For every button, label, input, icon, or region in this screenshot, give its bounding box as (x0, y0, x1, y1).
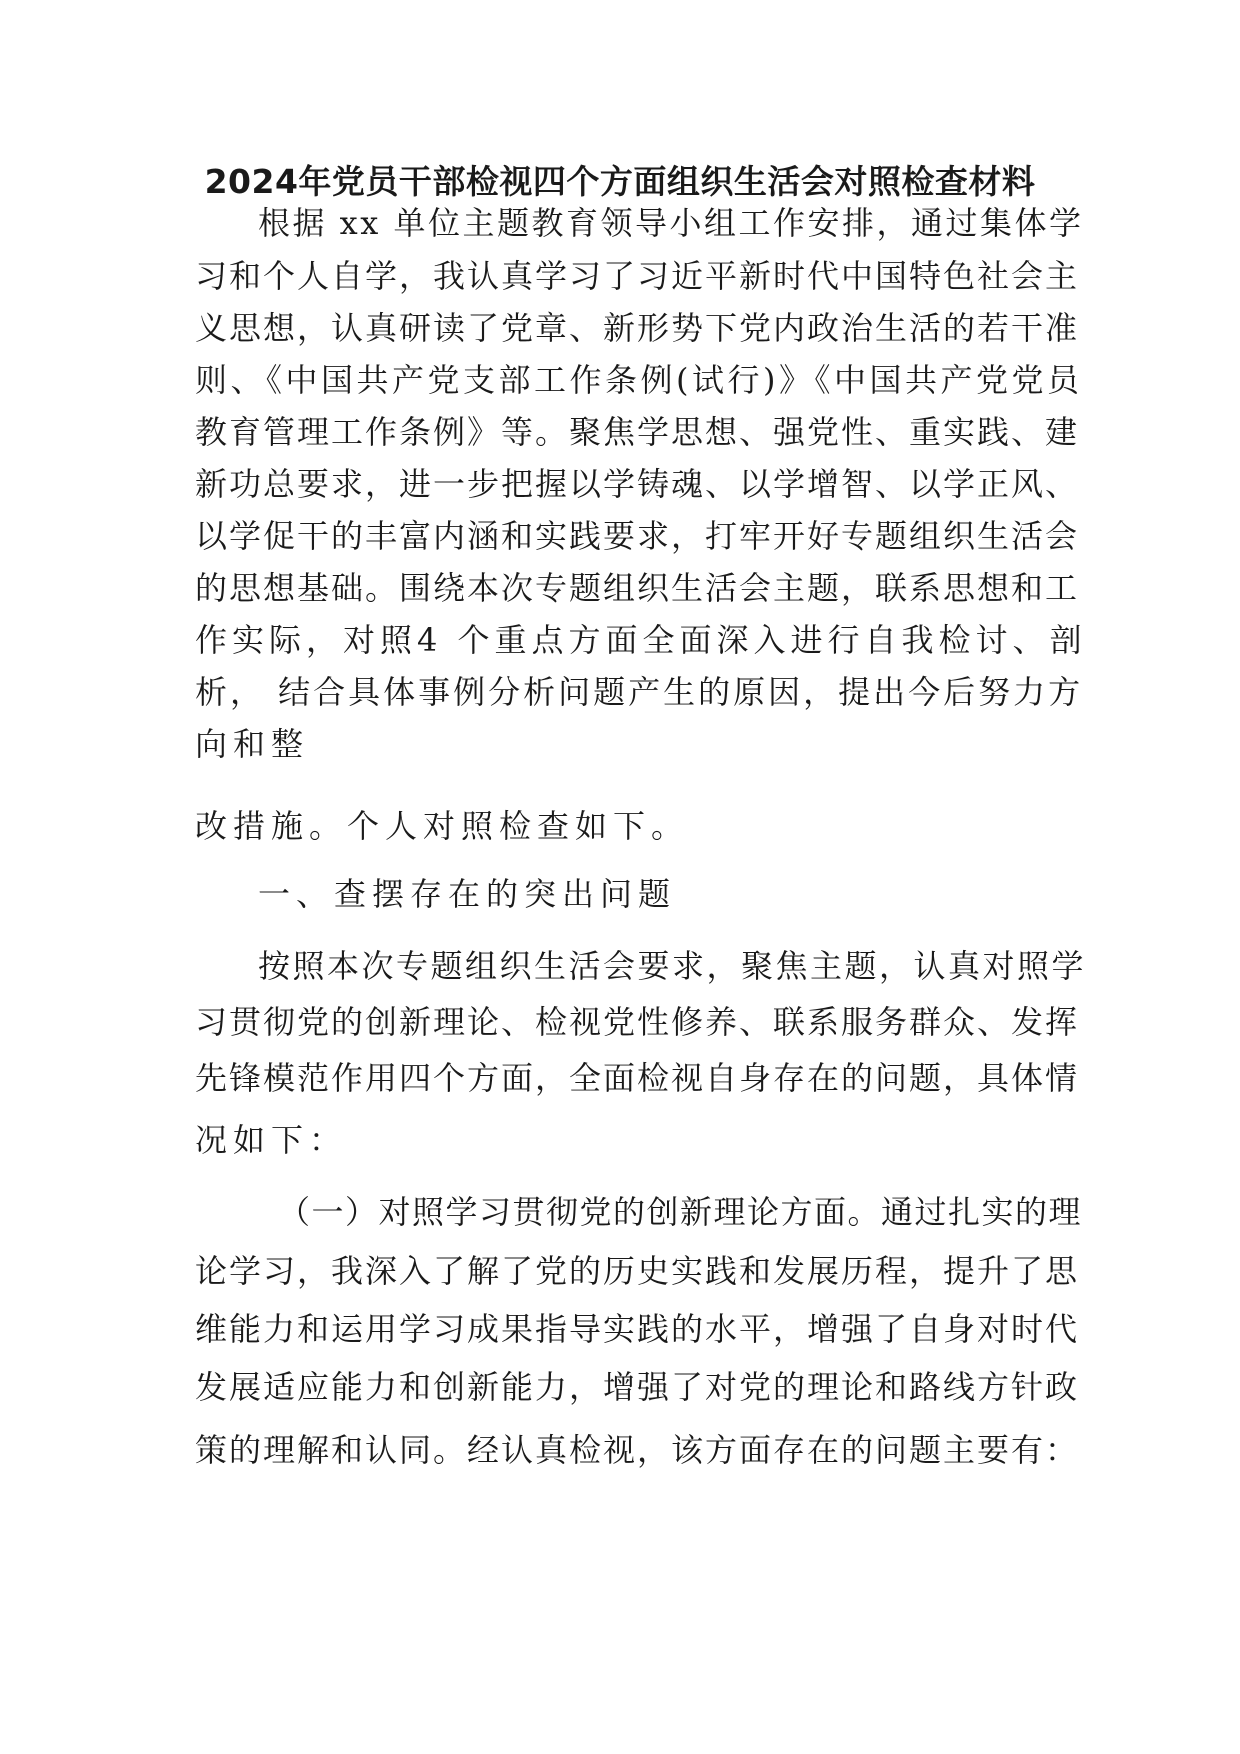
paragraph-2-line-1: 按照本次专题组织生活会要求，聚焦主题，认真对照学 (258, 947, 1087, 985)
paragraph-1-line-7: 以学促干的丰富内涵和实践要求，打牢开好专题组织生活会 (195, 517, 1080, 555)
paragraph-2-line-4: 况如下： (195, 1121, 348, 1159)
paragraph-1-line-1: 根据 xx 单位主题教育领导小组工作安排，通过集体学 (258, 204, 1084, 242)
paragraph-1-line-10: 析， 结合具体事例分析问题产生的原因，提出今后努力方 (195, 673, 1084, 711)
paragraph-2-line-2: 习贯彻党的创新理论、检视党性修养、联系服务群众、发挥 (195, 1003, 1080, 1041)
paragraph-1-line-3: 义思想，认真研读了党章、新形势下党内政治生活的若干准 (195, 309, 1080, 347)
paragraph-1-line-12: 改措施。个人对照检查如下。 (195, 807, 690, 845)
paragraph-1-line-5: 教育管理工作条例》等。聚焦学思想、强党性、重实践、建 (195, 413, 1080, 451)
section-heading-1: 一、查摆存在的突出问题 (258, 875, 677, 913)
paragraph-1-line-2: 习和个人自学，我认真学习了习近平新时代中国特色社会主 (195, 257, 1080, 295)
paragraph-3-line-5: 策的理解和认同。经认真检视，该方面存在的问题主要有： (195, 1431, 1080, 1469)
paragraph-3-line-2: 论学习，我深入了解了党的历史实践和发展历程，提升了思 (195, 1252, 1080, 1290)
paragraph-1-line-8: 的思想基础。围绕本次专题组织生活会主题，联系思想和工 (195, 569, 1080, 607)
paragraph-3-line-1: （一）对照学习贯彻党的创新理论方面。通过扎实的理 (278, 1193, 1083, 1231)
paragraph-1-line-4: 则、《中国共产党支部工作条例(试行)》《中国共产党党员 (195, 361, 1083, 399)
paragraph-1-line-6: 新功总要求，进一步把握以学铸魂、以学增智、以学正风、 (195, 465, 1080, 503)
paragraph-1-line-11: 向和整 (195, 725, 310, 763)
paragraph-3-line-3: 维能力和运用学习成果指导实践的水平，增强了自身对时代 (195, 1310, 1080, 1348)
paragraph-2-line-3: 先锋模范作用四个方面，全面检视自身存在的问题，具体情 (195, 1059, 1080, 1097)
paragraph-1-line-9: 作实际，对照4 个重点方面全面深入进行自我检讨、剖 (195, 621, 1087, 659)
paragraph-3-line-4: 发展适应能力和创新能力，增强了对党的理论和路线方针政 (195, 1368, 1080, 1406)
document-title: 2024年党员干部检视四个方面组织生活会对照检查材料 (204, 162, 1036, 201)
